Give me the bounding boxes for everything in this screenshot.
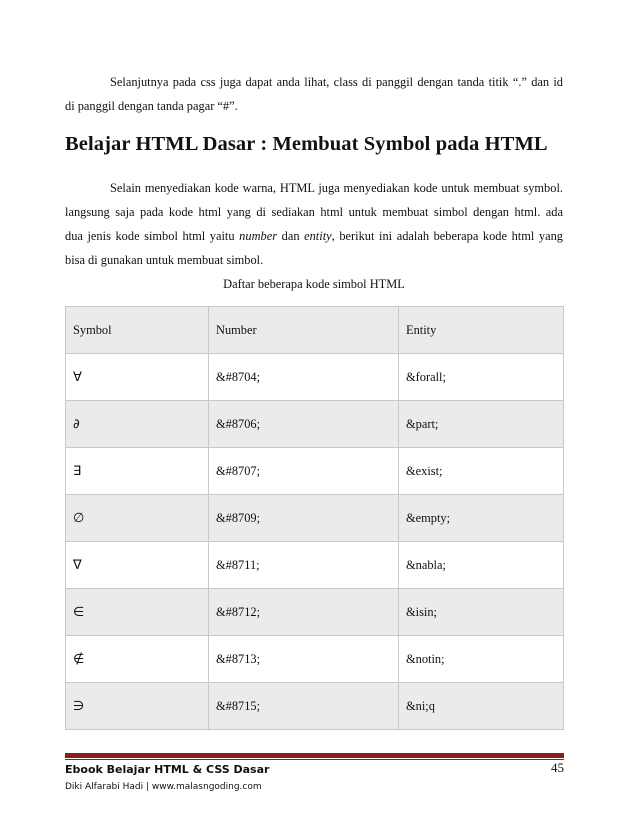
term-entity: entity xyxy=(304,229,332,243)
symbol-line-2: langsung saja pada kode html yang di sediakan html untuk membuat simbol dengan html. ada xyxy=(65,205,563,219)
intro-line-1: Selanjutnya pada css juga dapat anda lihat, class di panggil dengan tanda titik “.” dan id xyxy=(110,75,563,89)
intro-line-2: di panggil dengan tanda pagar “#”. xyxy=(65,99,238,113)
table-header-row xyxy=(66,307,564,354)
term-number: number xyxy=(239,229,278,243)
symbol-line-1: Selain menyediakan kode warna, HTML juga menyediakan kode untuk membuat symbol. xyxy=(110,181,563,195)
table-row xyxy=(66,683,564,730)
cell-symbol: ∃ xyxy=(66,448,209,495)
cell-entity: &ni;q xyxy=(399,683,564,730)
header-number: Number xyxy=(209,307,399,354)
cell-number: &#8713; xyxy=(209,636,399,683)
header-symbol: Symbol xyxy=(66,307,209,354)
symbol-line-4: bisa di gunakan untuk membuat simbol. xyxy=(65,253,264,267)
table-row xyxy=(66,448,564,495)
cell-entity: &exist; xyxy=(399,448,564,495)
table-row xyxy=(66,636,564,683)
footer-subtitle: Diki Alfarabi Hadi | www.malasngoding.com xyxy=(65,782,262,792)
footer-rule xyxy=(65,753,564,758)
cell-number: &#8715; xyxy=(209,683,399,730)
cell-entity: &nabla; xyxy=(399,542,564,589)
symbol-line-3-part-a: dua jenis kode simbol html yaitu xyxy=(65,229,240,243)
intro-paragraph xyxy=(65,70,563,118)
cell-entity: &part; xyxy=(399,401,564,448)
page-number: 45 xyxy=(551,760,564,775)
section-title: Belajar HTML Dasar : Membuat Symbol pada HTML xyxy=(65,133,548,155)
table-caption: Daftar beberapa kode simbol HTML xyxy=(223,277,405,291)
header-entity: Entity xyxy=(399,307,564,354)
table-row xyxy=(66,589,564,636)
cell-number: &#8709; xyxy=(209,495,399,542)
symbol-line-3-part-b: dan xyxy=(277,229,305,243)
footer-rule-thin xyxy=(65,759,564,760)
symbol-table xyxy=(65,306,564,730)
cell-entity: &forall; xyxy=(399,354,564,401)
cell-entity: &notin; xyxy=(399,636,564,683)
table-row xyxy=(66,495,564,542)
cell-entity: &empty; xyxy=(399,495,564,542)
footer-title: Ebook Belajar HTML & CSS Dasar xyxy=(65,763,270,776)
symbol-line-3 xyxy=(65,224,563,248)
cell-number: &#8706; xyxy=(209,401,399,448)
cell-number: &#8712; xyxy=(209,589,399,636)
cell-entity: &isin; xyxy=(399,589,564,636)
symbol-line-3-part-c: , berikut ini adalah beberapa kode html yang xyxy=(331,229,563,243)
cell-symbol: ∉ xyxy=(66,636,209,683)
cell-symbol: ∋ xyxy=(66,683,209,730)
cell-symbol: ∀ xyxy=(66,354,209,401)
cell-symbol: ∈ xyxy=(66,589,209,636)
cell-number: &#8704; xyxy=(209,354,399,401)
cell-symbol: ∇ xyxy=(66,542,209,589)
cell-number: &#8707; xyxy=(209,448,399,495)
cell-symbol: ∂ xyxy=(66,401,209,448)
table-row xyxy=(66,401,564,448)
cell-number: &#8711; xyxy=(209,542,399,589)
cell-symbol: ∅ xyxy=(66,495,209,542)
table-row xyxy=(66,542,564,589)
symbol-paragraph xyxy=(65,176,563,272)
table-row xyxy=(66,354,564,401)
